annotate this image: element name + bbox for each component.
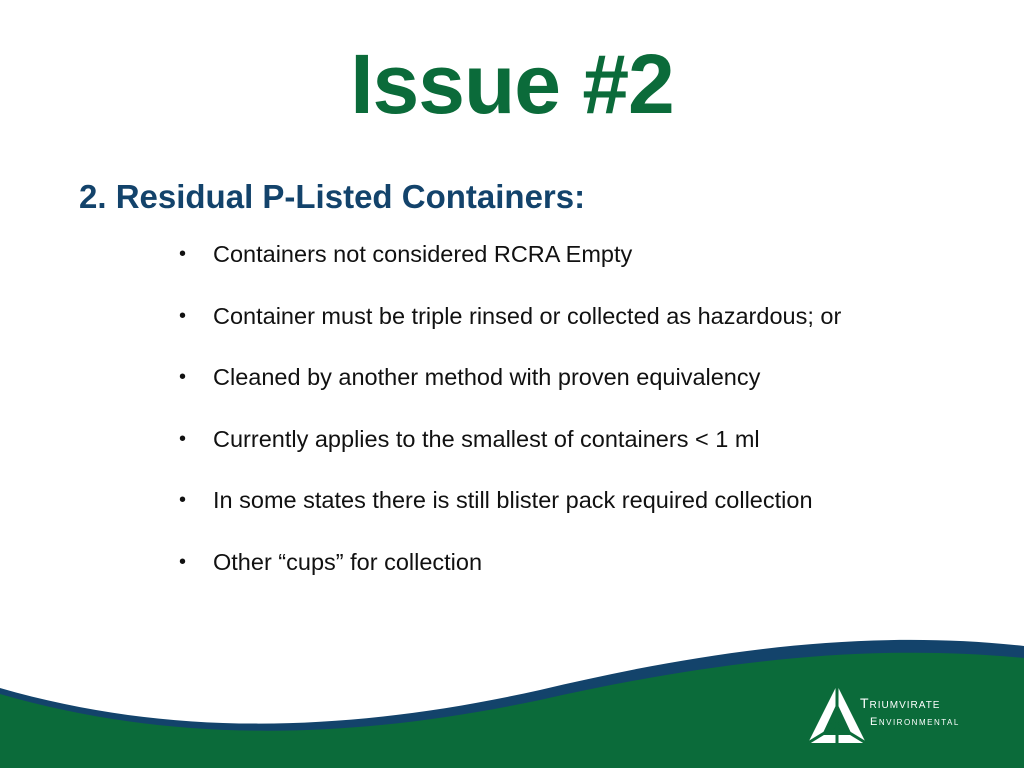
logo-name: Triumvirate — [860, 695, 941, 711]
bullet-text: Containers not considered RCRA Empty — [213, 241, 633, 267]
bullet-glyph: • — [179, 304, 187, 327]
slide-subtitle: 2. Residual P-Listed Containers: — [79, 178, 586, 215]
bullet-text: Cleaned by another method with proven equivalency — [213, 364, 761, 390]
bullet-text: Currently applies to the smallest of containers < 1 ml — [213, 425, 760, 452]
slide-title: Issue #2 — [350, 37, 674, 131]
bullet-glyph: • — [179, 550, 187, 573]
company-logo — [804, 683, 984, 747]
bullet-text: Container must be triple rinsed or collected as hazardous; or — [213, 302, 842, 329]
bullet-glyph: • — [179, 243, 187, 265]
logo-subtitle: Environmental — [870, 716, 960, 728]
triangle-logo-icon — [804, 683, 870, 745]
bullet-glyph: • — [179, 366, 187, 388]
bullet-glyph: • — [179, 427, 187, 450]
bullet-text: Other “cups” for collection — [213, 548, 483, 575]
bullet-glyph: • — [179, 489, 187, 511]
bullet-text: In some states there is still blister pack required collection — [213, 487, 813, 513]
